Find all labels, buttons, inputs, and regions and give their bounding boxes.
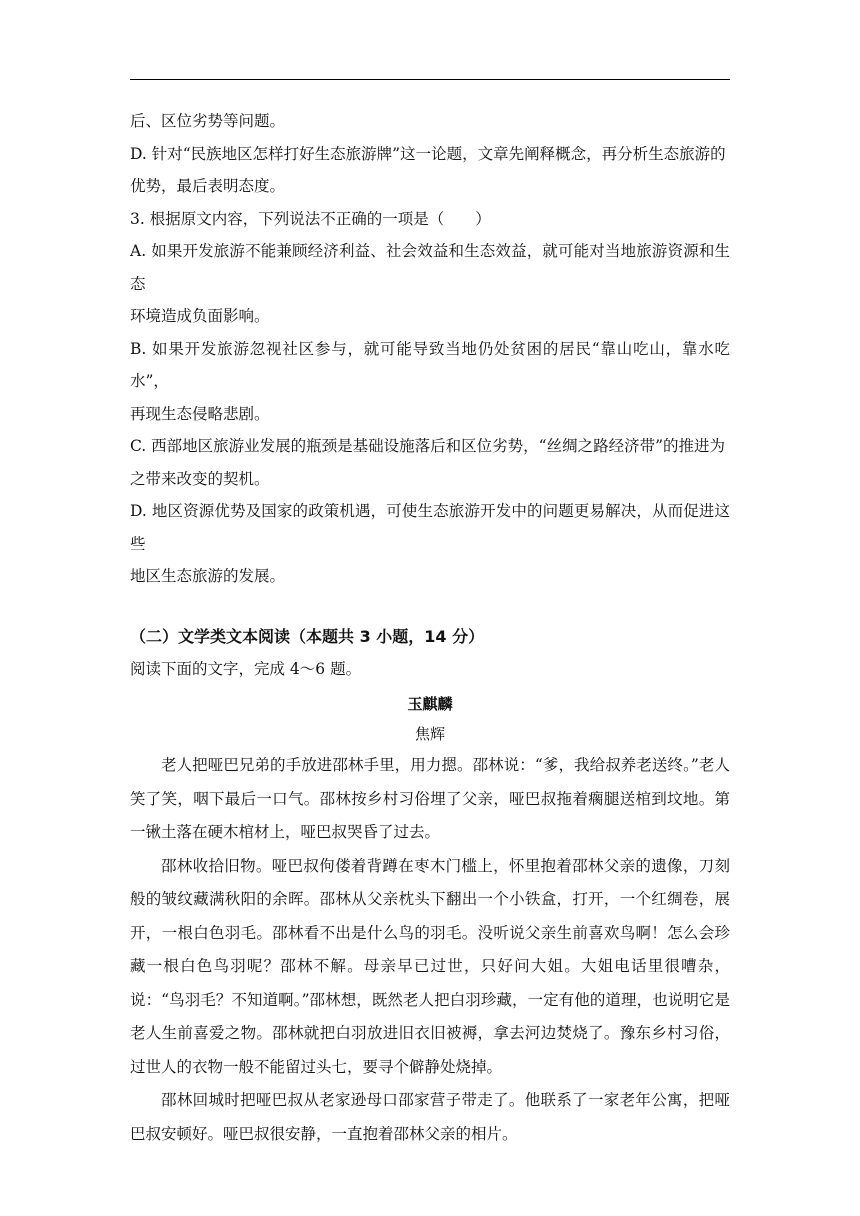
option-a-line2: 环境造成负面影响。: [130, 307, 270, 325]
story-author: 焦辉: [414, 725, 445, 743]
option-a-line1: A. 如果开发旅游不能兼顾经济利益、社会效益和生态效益，就可能对当地旅游资源和生态: [130, 242, 730, 293]
document-body: [130, 105, 730, 1151]
option-d-line1: D. 地区资源优势及国家的政策机遇，可使生态旅游开发中的问题更易解决，从而促进这些: [130, 502, 730, 553]
text-line: 优势，最后表明态度。: [130, 177, 286, 195]
section-instruction: 阅读下面的文字，完成 4～6 题。: [130, 659, 362, 678]
text-line: D. 针对“民族地区怎样打好生态旅游牌”这一论题，文章先阐释概念，再分析生态旅游的: [130, 144, 726, 163]
story-paragraph: 邵林收拾旧物。哑巴叔佝偻着背蹲在枣木门槛上，怀里抱着邵林父亲的遗像，刀刻般的皱纹藏满秋阳的余晖。邵林从父亲枕头下翻出一个小铁盒，打开，一个红绸卷，展开，一根白色羽毛。邵林看不出是什么鸟的羽毛。没听说父亲生前喜欢鸟啊！怎么会珍藏一根白色鸟羽呢？邵林不解。母亲早已过世，只好问大姐。大姐电话里很嘈杂，说：“鸟羽毛？不知道啊。”邵林想，既然老人把白羽珍藏，一定有他的道理，也说明它是老人生前喜爱之物。邵林就把白羽放进旧衣旧被褥，拿去河边焚烧了。豫东乡村习俗，过世人的衣物一般不能留过头七，要寻个僻静处烧掉。: [130, 856, 730, 1076]
section-heading: （二）文学类文本阅读（本题共 3 小题，14 分）: [130, 626, 485, 646]
text-line: 后、区位劣势等问题。: [130, 112, 286, 130]
option-b-line1: B. 如果开发旅游忽视社区参与，就可能导致当地仍处贫困的居民“靠山吃山，靠水吃水”，: [130, 339, 730, 390]
story-paragraph: 邵林回城时把哑巴叔从老家逊母口邵家营子带走了。他联系了一家老年公寓，把哑巴叔安顿好。哑巴叔很安静，一直抱着邵林父亲的相片。: [130, 1091, 730, 1143]
story-title: 玉麒麟: [407, 695, 453, 713]
question-3: 3. 根据原文内容，下列说法不正确的一项是（ ）: [130, 209, 491, 228]
header-rule: [130, 79, 730, 80]
option-c-line1: C. 西部地区旅游业发展的瓶颈是基础设施落后和区位劣势，“丝绸之路经济带”的推进为: [130, 437, 726, 455]
story-paragraph: 老人把哑巴兄弟的手放进邵林手里，用力摁。邵林说：“爹，我给叔养老送终。”老人笑了笑，咽下最后一口气。邵林按乡村习俗埋了父亲，哑巴叔拖着瘸腿送棺到坟地。第一锹土落在硬木棺材上，哑巴叔哭昏了过去。: [130, 756, 730, 841]
option-c-line2: 之带来改变的契机。: [130, 469, 270, 488]
option-b-line2: 再现生态侵略悲剧。: [130, 404, 270, 423]
option-d-line2: 地区生态旅游的发展。: [130, 567, 286, 585]
